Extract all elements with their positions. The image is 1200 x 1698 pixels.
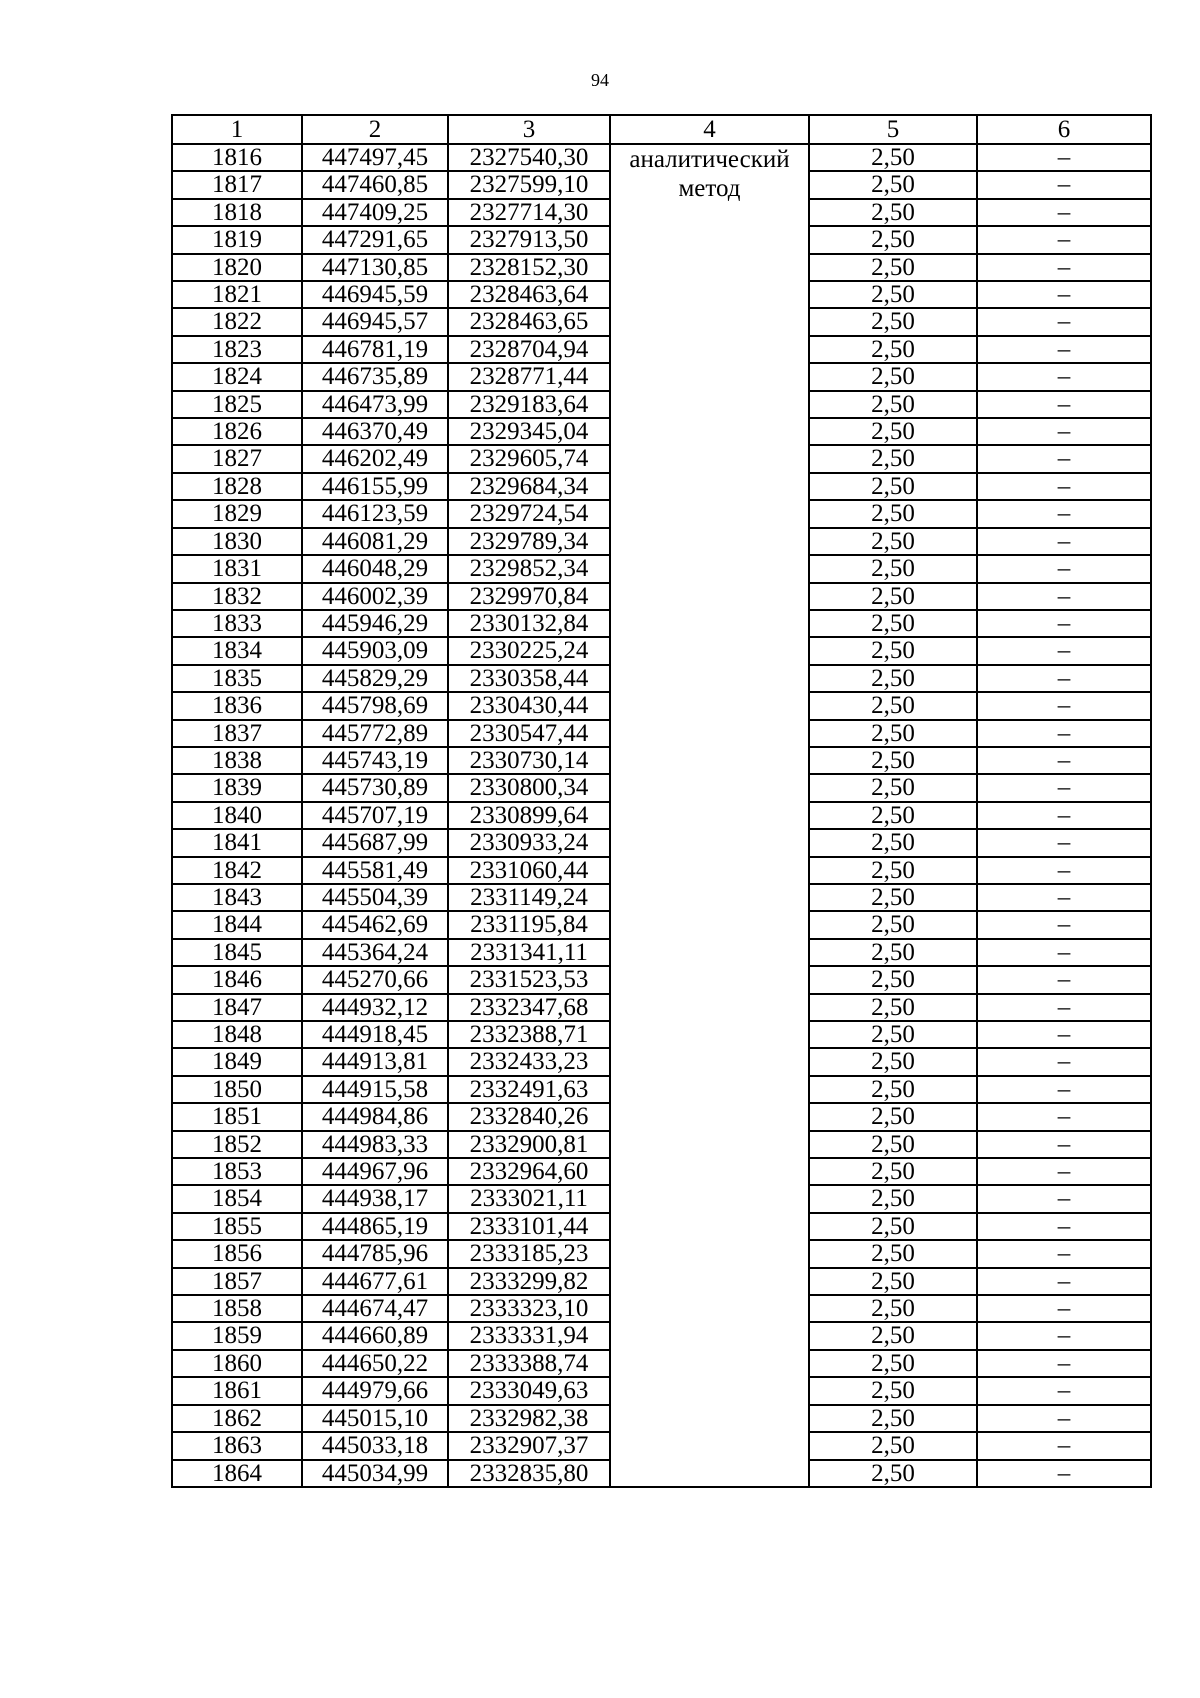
coord-y-cell: 2332433,23 (448, 1048, 610, 1075)
coord-y-cell: 2332964,60 (448, 1158, 610, 1185)
coord-y-cell: 2333323,10 (448, 1295, 610, 1322)
note-cell: – (977, 1076, 1151, 1103)
table-body (172, 144, 1151, 1487)
note-cell: – (977, 720, 1151, 747)
coord-y-cell: 2328704,94 (448, 336, 610, 363)
note-cell: – (977, 555, 1151, 582)
coord-y-cell: 2329684,34 (448, 473, 610, 500)
note-cell: – (977, 1185, 1151, 1212)
note-cell: – (977, 336, 1151, 363)
note-cell: – (977, 1405, 1151, 1432)
coord-y-cell: 2331523,53 (448, 966, 610, 993)
method-line-1: аналитический (629, 146, 790, 173)
point-number-cell: 1822 (172, 308, 302, 335)
point-number-cell: 1838 (172, 747, 302, 774)
accuracy-cell: 2,50 (809, 966, 977, 993)
point-number-cell: 1821 (172, 281, 302, 308)
point-number-cell: 1823 (172, 336, 302, 363)
method-line-2: метод (678, 175, 741, 202)
note-cell: – (977, 583, 1151, 610)
accuracy-cell: 2,50 (809, 720, 977, 747)
coord-x-cell: 444967,96 (302, 1158, 448, 1185)
note-cell: – (977, 610, 1151, 637)
accuracy-cell: 2,50 (809, 637, 977, 664)
coord-x-cell: 446945,59 (302, 281, 448, 308)
accuracy-cell: 2,50 (809, 391, 977, 418)
coord-x-cell: 444983,33 (302, 1131, 448, 1158)
accuracy-cell: 2,50 (809, 1268, 977, 1295)
accuracy-cell: 2,50 (809, 1185, 977, 1212)
point-number-cell: 1818 (172, 199, 302, 226)
note-cell: – (977, 363, 1151, 390)
coord-x-cell: 445033,18 (302, 1432, 448, 1459)
coord-x-cell: 445829,29 (302, 665, 448, 692)
coord-y-cell: 2333049,63 (448, 1377, 610, 1404)
point-number-cell: 1859 (172, 1322, 302, 1349)
point-number-cell: 1827 (172, 445, 302, 472)
coord-y-cell: 2330899,64 (448, 802, 610, 829)
coord-y-cell: 2332835,80 (448, 1460, 610, 1487)
header-row (172, 115, 1151, 144)
point-number-cell: 1826 (172, 418, 302, 445)
coord-y-cell: 2327540,30 (448, 144, 610, 171)
coord-y-cell: 2329605,74 (448, 445, 610, 472)
point-number-cell: 1816 (172, 144, 302, 171)
point-number-cell: 1849 (172, 1048, 302, 1075)
note-cell: – (977, 1350, 1151, 1377)
coord-x-cell: 445687,99 (302, 829, 448, 856)
coord-x-cell: 445270,66 (302, 966, 448, 993)
coord-x-cell: 445903,09 (302, 637, 448, 664)
point-number-cell: 1830 (172, 528, 302, 555)
point-number-cell: 1844 (172, 911, 302, 938)
point-number-cell: 1829 (172, 500, 302, 527)
coord-x-cell: 444932,12 (302, 994, 448, 1021)
coord-y-cell: 2330430,44 (448, 692, 610, 719)
coord-x-cell: 444785,96 (302, 1240, 448, 1267)
coord-x-cell: 446781,19 (302, 336, 448, 363)
coord-x-cell: 444915,58 (302, 1076, 448, 1103)
coord-y-cell: 2327714,30 (448, 199, 610, 226)
point-number-cell: 1845 (172, 939, 302, 966)
coord-y-cell: 2331195,84 (448, 911, 610, 938)
note-cell: – (977, 802, 1151, 829)
coord-x-cell: 446370,49 (302, 418, 448, 445)
note-cell: – (977, 857, 1151, 884)
coord-y-cell: 2332491,63 (448, 1076, 610, 1103)
point-number-cell: 1842 (172, 857, 302, 884)
accuracy-cell: 2,50 (809, 911, 977, 938)
coord-y-cell: 2332840,26 (448, 1103, 610, 1130)
accuracy-cell: 2,50 (809, 857, 977, 884)
accuracy-cell: 2,50 (809, 884, 977, 911)
note-cell: – (977, 966, 1151, 993)
coord-x-cell: 445798,69 (302, 692, 448, 719)
accuracy-cell: 2,50 (809, 1295, 977, 1322)
coord-x-cell: 444865,19 (302, 1213, 448, 1240)
accuracy-cell: 2,50 (809, 336, 977, 363)
accuracy-cell: 2,50 (809, 199, 977, 226)
note-cell: – (977, 747, 1151, 774)
coord-y-cell: 2332907,37 (448, 1432, 610, 1459)
coord-x-cell: 445015,10 (302, 1405, 448, 1432)
point-number-cell: 1862 (172, 1405, 302, 1432)
coord-x-cell: 445504,39 (302, 884, 448, 911)
accuracy-cell: 2,50 (809, 144, 977, 171)
point-number-cell: 1834 (172, 637, 302, 664)
coord-x-cell: 447497,45 (302, 144, 448, 171)
accuracy-cell: 2,50 (809, 308, 977, 335)
point-number-cell: 1825 (172, 391, 302, 418)
coord-y-cell: 2330933,24 (448, 829, 610, 856)
note-cell: – (977, 1158, 1151, 1185)
point-number-cell: 1837 (172, 720, 302, 747)
coord-x-cell: 446202,49 (302, 445, 448, 472)
point-number-cell: 1855 (172, 1213, 302, 1240)
point-number-cell: 1843 (172, 884, 302, 911)
accuracy-cell: 2,50 (809, 1021, 977, 1048)
note-cell: – (977, 939, 1151, 966)
coord-y-cell: 2331149,24 (448, 884, 610, 911)
coord-x-cell: 445581,49 (302, 857, 448, 884)
coord-y-cell: 2327599,10 (448, 171, 610, 198)
coord-x-cell: 444674,47 (302, 1295, 448, 1322)
coord-y-cell: 2328152,30 (448, 254, 610, 281)
coord-y-cell: 2330225,24 (448, 637, 610, 664)
coord-x-cell: 447130,85 (302, 254, 448, 281)
note-cell: – (977, 637, 1151, 664)
point-number-cell: 1853 (172, 1158, 302, 1185)
point-number-cell: 1858 (172, 1295, 302, 1322)
accuracy-cell: 2,50 (809, 171, 977, 198)
coord-y-cell: 2329852,34 (448, 555, 610, 582)
point-number-cell: 1839 (172, 774, 302, 801)
note-cell: – (977, 1432, 1151, 1459)
coord-x-cell: 445707,19 (302, 802, 448, 829)
coord-x-cell: 445730,89 (302, 774, 448, 801)
accuracy-cell: 2,50 (809, 802, 977, 829)
note-cell: – (977, 445, 1151, 472)
point-number-cell: 1831 (172, 555, 302, 582)
note-cell: – (977, 226, 1151, 253)
point-number-cell: 1824 (172, 363, 302, 390)
point-number-cell: 1841 (172, 829, 302, 856)
point-number-cell: 1864 (172, 1460, 302, 1487)
header-col-1: 1 (172, 115, 302, 144)
note-cell: – (977, 418, 1151, 445)
coord-y-cell: 2332900,81 (448, 1131, 610, 1158)
accuracy-cell: 2,50 (809, 1432, 977, 1459)
coord-x-cell: 445946,29 (302, 610, 448, 637)
note-cell: – (977, 199, 1151, 226)
accuracy-cell: 2,50 (809, 445, 977, 472)
accuracy-cell: 2,50 (809, 1213, 977, 1240)
note-cell: – (977, 911, 1151, 938)
point-number-cell: 1861 (172, 1377, 302, 1404)
note-cell: – (977, 171, 1151, 198)
coord-x-cell: 446735,89 (302, 363, 448, 390)
coord-x-cell: 444979,66 (302, 1377, 448, 1404)
coord-x-cell: 444913,81 (302, 1048, 448, 1075)
accuracy-cell: 2,50 (809, 1103, 977, 1130)
coord-y-cell: 2332347,68 (448, 994, 610, 1021)
header-col-3: 3 (448, 115, 610, 144)
point-number-cell: 1836 (172, 692, 302, 719)
coord-y-cell: 2332982,38 (448, 1405, 610, 1432)
accuracy-cell: 2,50 (809, 665, 977, 692)
coord-y-cell: 2330132,84 (448, 610, 610, 637)
coord-x-cell: 445743,19 (302, 747, 448, 774)
header-col-4: 4 (610, 115, 809, 144)
coord-x-cell: 444650,22 (302, 1350, 448, 1377)
note-cell: – (977, 391, 1151, 418)
accuracy-cell: 2,50 (809, 1158, 977, 1185)
note-cell: – (977, 1377, 1151, 1404)
note-cell: – (977, 1103, 1151, 1130)
accuracy-cell: 2,50 (809, 610, 977, 637)
accuracy-cell: 2,50 (809, 1322, 977, 1349)
note-cell: – (977, 1322, 1151, 1349)
coord-y-cell: 2329724,54 (448, 500, 610, 527)
accuracy-cell: 2,50 (809, 1377, 977, 1404)
point-number-cell: 1863 (172, 1432, 302, 1459)
note-cell: – (977, 994, 1151, 1021)
accuracy-cell: 2,50 (809, 583, 977, 610)
coord-x-cell: 446473,99 (302, 391, 448, 418)
point-number-cell: 1819 (172, 226, 302, 253)
coord-x-cell: 444660,89 (302, 1322, 448, 1349)
coord-y-cell: 2330358,44 (448, 665, 610, 692)
accuracy-cell: 2,50 (809, 747, 977, 774)
point-number-cell: 1857 (172, 1268, 302, 1295)
accuracy-cell: 2,50 (809, 692, 977, 719)
point-number-cell: 1851 (172, 1103, 302, 1130)
note-cell: – (977, 281, 1151, 308)
point-number-cell: 1860 (172, 1350, 302, 1377)
accuracy-cell: 2,50 (809, 363, 977, 390)
coord-x-cell: 446155,99 (302, 473, 448, 500)
point-number-cell: 1833 (172, 610, 302, 637)
note-cell: – (977, 1021, 1151, 1048)
coord-y-cell: 2328463,65 (448, 308, 610, 335)
note-cell: – (977, 528, 1151, 555)
coord-y-cell: 2333021,11 (448, 1185, 610, 1212)
coord-y-cell: 2329183,64 (448, 391, 610, 418)
accuracy-cell: 2,50 (809, 994, 977, 1021)
coord-x-cell: 446002,39 (302, 583, 448, 610)
coord-y-cell: 2333388,74 (448, 1350, 610, 1377)
coord-y-cell: 2329345,04 (448, 418, 610, 445)
point-number-cell: 1817 (172, 171, 302, 198)
point-number-cell: 1850 (172, 1076, 302, 1103)
note-cell: – (977, 1048, 1151, 1075)
coord-y-cell: 2333331,94 (448, 1322, 610, 1349)
coord-x-cell: 445364,24 (302, 939, 448, 966)
accuracy-cell: 2,50 (809, 226, 977, 253)
page-number: 94 (591, 70, 609, 90)
accuracy-cell: 2,50 (809, 1240, 977, 1267)
coord-x-cell: 445034,99 (302, 1460, 448, 1487)
note-cell: – (977, 829, 1151, 856)
note-cell: – (977, 1213, 1151, 1240)
coord-x-cell: 446945,57 (302, 308, 448, 335)
note-cell: – (977, 144, 1151, 171)
note-cell: – (977, 884, 1151, 911)
note-cell: – (977, 774, 1151, 801)
note-cell: – (977, 1131, 1151, 1158)
coord-y-cell: 2330800,34 (448, 774, 610, 801)
point-number-cell: 1848 (172, 1021, 302, 1048)
accuracy-cell: 2,50 (809, 1076, 977, 1103)
coord-x-cell: 446123,59 (302, 500, 448, 527)
coord-y-cell: 2332388,71 (448, 1021, 610, 1048)
coord-y-cell: 2333185,23 (448, 1240, 610, 1267)
note-cell: – (977, 473, 1151, 500)
coord-y-cell: 2330730,14 (448, 747, 610, 774)
accuracy-cell: 2,50 (809, 555, 977, 582)
note-cell: – (977, 500, 1151, 527)
coord-y-cell: 2328463,64 (448, 281, 610, 308)
note-cell: – (977, 254, 1151, 281)
coord-x-cell: 447291,65 (302, 226, 448, 253)
coord-x-cell: 447409,25 (302, 199, 448, 226)
point-number-cell: 1847 (172, 994, 302, 1021)
point-number-cell: 1852 (172, 1131, 302, 1158)
note-cell: – (977, 1460, 1151, 1487)
coord-y-cell: 2331060,44 (448, 857, 610, 884)
coord-x-cell: 444938,17 (302, 1185, 448, 1212)
accuracy-cell: 2,50 (809, 281, 977, 308)
note-cell: – (977, 1295, 1151, 1322)
table-row (172, 144, 1151, 171)
accuracy-cell: 2,50 (809, 1405, 977, 1432)
coord-y-cell: 2329970,84 (448, 583, 610, 610)
coord-y-cell: 2329789,34 (448, 528, 610, 555)
accuracy-cell: 2,50 (809, 528, 977, 555)
point-number-cell: 1856 (172, 1240, 302, 1267)
note-cell: – (977, 665, 1151, 692)
accuracy-cell: 2,50 (809, 473, 977, 500)
accuracy-cell: 2,50 (809, 500, 977, 527)
coordinates-table (171, 114, 1152, 1488)
note-cell: – (977, 1268, 1151, 1295)
point-number-cell: 1854 (172, 1185, 302, 1212)
coord-x-cell: 444984,86 (302, 1103, 448, 1130)
accuracy-cell: 2,50 (809, 774, 977, 801)
coord-y-cell: 2330547,44 (448, 720, 610, 747)
note-cell: – (977, 1240, 1151, 1267)
point-number-cell: 1828 (172, 473, 302, 500)
coord-y-cell: 2327913,50 (448, 226, 610, 253)
point-number-cell: 1832 (172, 583, 302, 610)
point-number-cell: 1835 (172, 665, 302, 692)
method-cell (610, 144, 809, 1487)
accuracy-cell: 2,50 (809, 939, 977, 966)
note-cell: – (977, 308, 1151, 335)
accuracy-cell: 2,50 (809, 829, 977, 856)
accuracy-cell: 2,50 (809, 418, 977, 445)
coord-x-cell: 447460,85 (302, 171, 448, 198)
note-cell: – (977, 692, 1151, 719)
accuracy-cell: 2,50 (809, 1131, 977, 1158)
accuracy-cell: 2,50 (809, 1350, 977, 1377)
accuracy-cell: 2,50 (809, 1460, 977, 1487)
accuracy-cell: 2,50 (809, 254, 977, 281)
point-number-cell: 1846 (172, 966, 302, 993)
point-number-cell: 1820 (172, 254, 302, 281)
coord-x-cell: 444677,61 (302, 1268, 448, 1295)
coord-y-cell: 2333299,82 (448, 1268, 610, 1295)
header-col-6: 6 (977, 115, 1151, 144)
point-number-cell: 1840 (172, 802, 302, 829)
coord-y-cell: 2328771,44 (448, 363, 610, 390)
coord-x-cell: 444918,45 (302, 1021, 448, 1048)
coord-y-cell: 2333101,44 (448, 1213, 610, 1240)
accuracy-cell: 2,50 (809, 1048, 977, 1075)
coord-x-cell: 445462,69 (302, 911, 448, 938)
coord-x-cell: 446081,29 (302, 528, 448, 555)
header-col-2: 2 (302, 115, 448, 144)
coord-x-cell: 446048,29 (302, 555, 448, 582)
header-col-5: 5 (809, 115, 977, 144)
coord-x-cell: 445772,89 (302, 720, 448, 747)
coord-y-cell: 2331341,11 (448, 939, 610, 966)
